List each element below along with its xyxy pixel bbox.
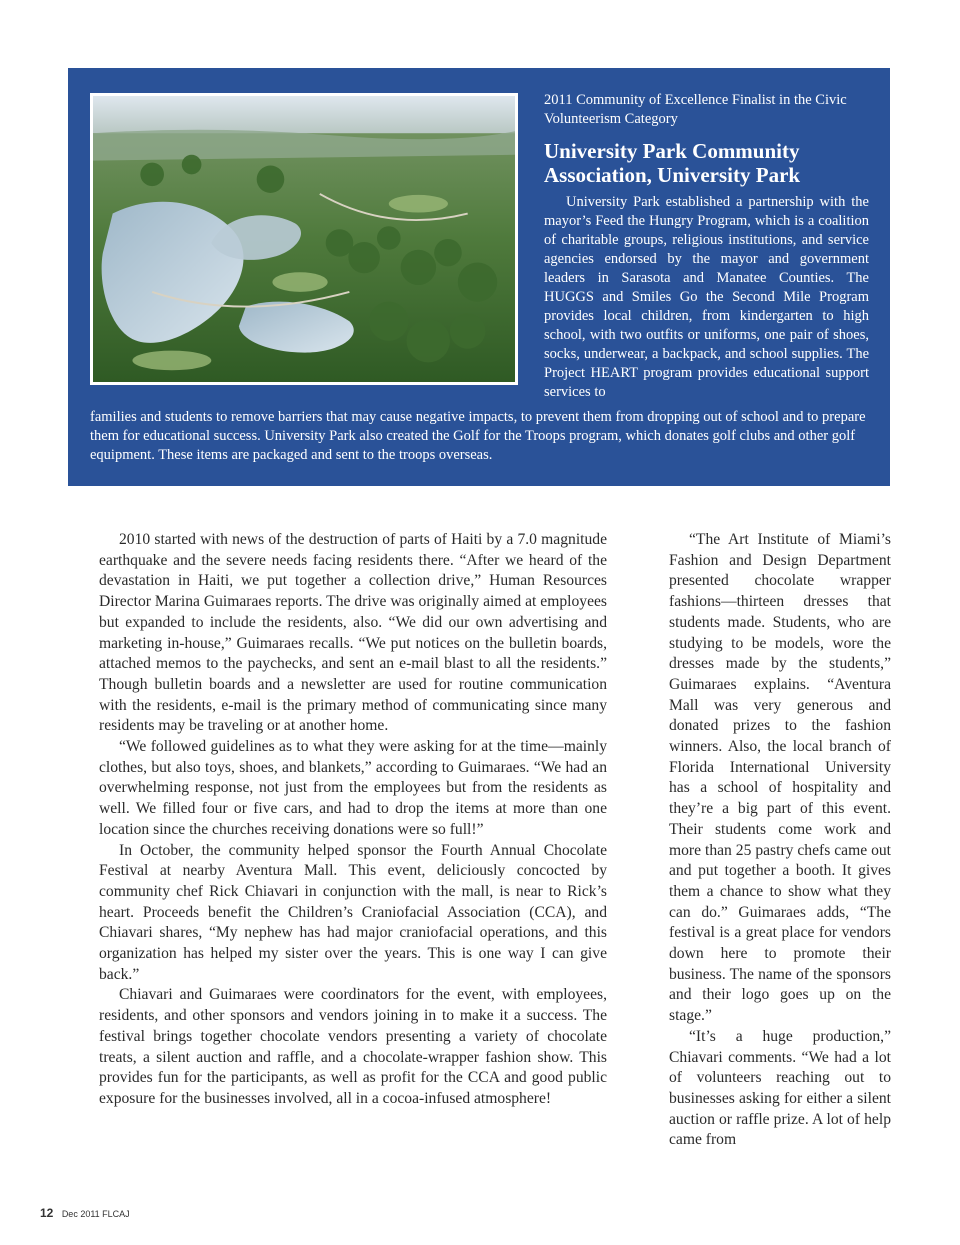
article-column-right — [669, 530, 891, 1151]
article-paragraph: “It’s a huge production,” Chiavari comments. “We had a lot of volunteers reaching out to businesses asking for either a silent auction or raffle prize. A lot of help came from — [669, 1027, 891, 1149]
sidebar-paragraph: University Park established a partnership with the mayor’s Feed the Hungry Program, which is a coalition of charitable groups, religious institutions, and service agencies endorsed by the mayor and government leaders in Sarasota and Manatee Counties. The HUGGS and Smiles Go the Second Mile Program provides local children, from kindergarten to high school, with two outfits or uniforms, one pair of shoes, socks, underwear, a backpack, and school supplies. The Project HEART program provides educational support services to — [544, 194, 869, 400]
page-footer — [40, 1204, 130, 1222]
sidebar-paragraph-continued: families and students to remove barriers that may cause negative impacts, to prevent them from dropping out of school and to prepare them for educational success. University Park also created the Golf for the Troops program, which donates golf clubs and other golf equipment. These items are packaged and sent to the troops overseas. — [90, 409, 866, 463]
page-number: 12 — [40, 1206, 54, 1220]
aerial-photo — [90, 93, 518, 385]
sidebar-box — [68, 68, 890, 486]
article-paragraph: “The Art Institute of Miami’s Fashion and Design Department presented chocolate wrapper fashions—thirteen dresses that students made. Students, who are studying to be models, wore the dresses made by the students,” Guimaraes explains. “Aventura Mall was very generous and donated prizes to the fashion winners. Also, the local branch of Florida International University has a school of hospitality and they’re a big part of this event. Their students come work and more than 25 pastry chefs came out and put together a booth. It gives them a chance to show what they can do.” Guimaraes adds, “The festival is a great place for vendors down here to promote their business. The name of the sponsors and their logo goes up on the stage.” — [669, 531, 891, 1025]
article-paragraph: 2010 started with news of the destruction of parts of Haiti by a 7.0 magnitude earthquake and the severe needs facing residents there. “After we heard of the devastation in Haiti, we put together a collection drive,” Human Resources Director Marina Guimaraes reports. The drive was originally aimed at employees but expanded to include the residents, also. “We did our own advertising and marketing in-house,” Guimaraes recalls. “We put notices on the bulletin boards, attached memos to the paychecks, and sent an e-mail blast to all the residents.” Though bulletin boards and a newsletter are used for routine communication with the residents, e-mail is the primary method of communicating since many residents may be traveling or at another home. — [99, 531, 607, 735]
sidebar-subhead: 2011 Community of Excellence Finalist in the Civic Volunteerism Category — [544, 92, 847, 127]
article-paragraph: Chiavari and Guimaraes were coordinators for the event, with employees, residents, and other sponsors and vendors joining in to make it a success. The festival brings together chocolate vendors presenting a variety of chocolate treats, a silent auction and raffle, and a chocolate-wrapper fashion show. This provides fun for the participants, as well as profit for the CCA and good public exposure for the businesses involved, all in a cocoa-infused atmosphere! — [99, 986, 607, 1107]
sidebar-text — [544, 91, 869, 402]
aerial-photo-icon — [93, 96, 515, 382]
article-column-left — [99, 530, 607, 1110]
article-paragraph: In October, the community helped sponsor the Fourth Annual Chocolate Festival at nearby Aventura Mall. This event, deliciously concocted by community chef Rick Chiavari in conjunction with the mall, is near to Rick’s heart. Proceeds benefit the Children’s Craniofacial Association (CCA), and Chiavari shares, “My nephew has had major craniofacial operations, and this organization has helped my sister over the years. This is one way I can give back.” — [99, 841, 607, 983]
issue-label: Dec 2011 FLCAJ — [61, 1209, 130, 1219]
article-paragraph: “We followed guidelines as to what they were asking for at the time—mainly clothes, but also toys, shoes, and blankets,” according to Guimaraes. “We had an overwhelming response, not just from the employees but from the residents as well. We filled four or five cars, and had to drop the items at more than one location since the churches receiving donations were so full!” — [99, 738, 607, 838]
sidebar-title: University Park Community Association, University Park — [544, 139, 801, 187]
